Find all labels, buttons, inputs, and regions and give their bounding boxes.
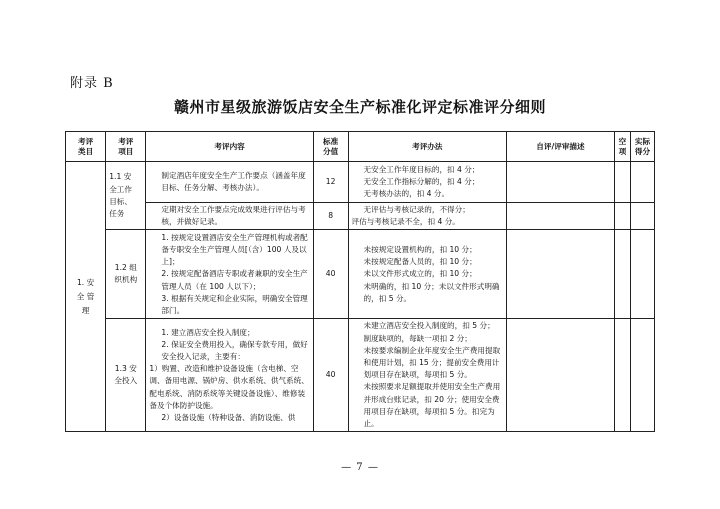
score-1-1a: 12 <box>313 162 348 203</box>
header-empty: 空 项 <box>614 132 630 162</box>
header-item: 考评 项目 <box>106 132 146 162</box>
item-1-2: 1.2 组 织机构 <box>106 230 146 319</box>
scoring-table <box>65 131 655 432</box>
self-review-cell[interactable] <box>507 319 615 432</box>
category-safety-management: 1. 安 全 管 理 <box>66 162 106 432</box>
score-1-1b: 8 <box>313 203 348 230</box>
self-review-cell[interactable] <box>507 162 615 203</box>
header-method: 考评办法 <box>348 132 507 162</box>
header-score: 标准 分值 <box>313 132 348 162</box>
header-category: 考评 类目 <box>66 132 106 162</box>
empty-cell[interactable] <box>614 203 630 230</box>
item-1-3: 1.3 安 全投入 <box>106 319 146 432</box>
header-actual-score: 实际 得分 <box>631 132 655 162</box>
content-1-1b: 定期对安全工作要点完成效果进行评估与考核，并做好记录。 <box>146 203 313 230</box>
header-self-review: 自评/评审描述 <box>507 132 615 162</box>
method-1-2: 未按规定设置机构的，扣 10 分； 未按规定配备人员的，扣 10 分； 未以文件形式成立的，扣 10 分； 未明确的，扣 10 分；未以文件形式明确的，扣 5 分。 <box>348 230 507 319</box>
content-1-1a: 制定酒店年度安全生产工作要点（涵盖年度目标、任务分解、考核办法）。 <box>146 162 313 203</box>
table-header-row <box>66 132 655 162</box>
empty-cell[interactable] <box>614 162 630 203</box>
table-row <box>66 230 655 319</box>
actual-score-cell[interactable] <box>631 230 655 319</box>
empty-cell[interactable] <box>614 230 630 319</box>
header-content: 考评内容 <box>146 132 313 162</box>
table-row <box>66 319 655 432</box>
actual-score-cell[interactable] <box>631 162 655 203</box>
content-1-2: 1. 按规定设置酒店安全生产管理机构或者配备专职安全生产管理人员[（含）100 人及以上]； 2. 按规定配备酒店专职或者兼职的安全生产管理人员（在 100 人以下）； 3. 根据有关规定和企业实际，明确安全管理部门。 <box>146 230 313 319</box>
appendix-label: 附录 B <box>70 76 114 91</box>
empty-cell[interactable] <box>614 319 630 432</box>
score-1-2: 40 <box>313 230 348 319</box>
method-1-1b: 无评估与考核记录的，不得分； 评估与考核记录不全，扣 4 分。 <box>348 203 507 230</box>
score-1-3: 40 <box>313 319 348 432</box>
self-review-cell[interactable] <box>507 203 615 230</box>
item-1-1: 1.1 安 全工作 目标、 任务 <box>106 162 146 230</box>
actual-score-cell[interactable] <box>631 203 655 230</box>
actual-score-cell[interactable] <box>631 319 655 432</box>
document-title: 赣州市星级旅游饭店安全生产标准化评定标准评分细则 <box>173 98 546 116</box>
table-row <box>66 162 655 203</box>
method-1-3: 未建立酒店安全投入制度的，扣 5 分； 制度缺项的，每缺一项扣 2 分； 未按要求编制企业年度安全生产费用提取和使用计划，扣 15 分；提前安全费用计划项目存在缺项，每项扣 5 分。 未按照要求足额提取并使用安全生产费用并形成台账记录，扣 20 分；使用安全费用项目存在缺项，每项扣 5 分。扣完为止。 <box>348 319 507 432</box>
self-review-cell[interactable] <box>507 230 615 319</box>
table-row <box>66 203 655 230</box>
method-1-1a: 无安全工作年度目标的，扣 4 分； 无安全工作指标分解的，扣 4 分； 无考核办法的，扣 4 分。 <box>348 162 507 203</box>
content-1-3: 1. 建立酒店安全投入制度； 2. 保证安全费用投入，确保专款专用，做好安全投入记录，主要有： 1）购置、改造和维护设备设施（含电梯、空调、备用电源、锅炉房、供水系统、供气系统、配电系统、消防系统等关键设备设施）、维修装备及个体防护设施。 2）设备设施（特种设备、消防设施、供 <box>146 319 313 432</box>
page-number: — 7 — <box>341 462 379 473</box>
